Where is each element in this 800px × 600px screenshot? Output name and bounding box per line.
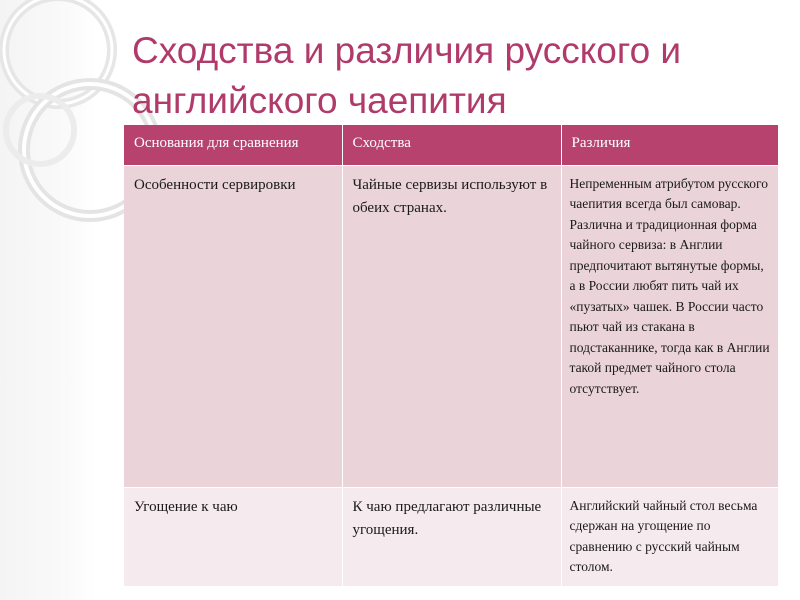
table-row bbox=[124, 487, 778, 586]
cell-basis: Особенности сервировки bbox=[124, 165, 342, 487]
slide-title-line-2: английского чаепития bbox=[132, 80, 507, 121]
comparison-table bbox=[124, 125, 778, 586]
header-differences: Различия bbox=[561, 125, 778, 165]
cell-differences: Непременным атрибутом русского чаепития всегда был самовар. Различна и традиционная форма чайного сервиза: в Англии предпочитают вытянутые формы, а в России любят пить чай их «пузатых» чашек. В России часто пьют чай из стакана в подстаканнике, тогда как в Англии такой предмет чайного стола отсутствует. bbox=[561, 165, 778, 487]
table-header-row bbox=[124, 125, 778, 165]
cell-basis: Угощение к чаю bbox=[124, 487, 342, 586]
header-similarities: Сходства bbox=[342, 125, 561, 165]
cell-similarities: К чаю предлагают различные угощения. bbox=[342, 487, 561, 586]
slide-title bbox=[132, 26, 772, 126]
table-row bbox=[124, 165, 778, 487]
slide-title-line-1: Сходства и различия русского и bbox=[132, 30, 682, 71]
cell-similarities: Чайные сервизы используют в обеих странах. bbox=[342, 165, 561, 487]
cell-differences: Английский чайный стол весьма сдержан на угощение по сравнению с русский чайным столом. bbox=[561, 487, 778, 586]
header-basis: Основания для сравнения bbox=[124, 125, 342, 165]
